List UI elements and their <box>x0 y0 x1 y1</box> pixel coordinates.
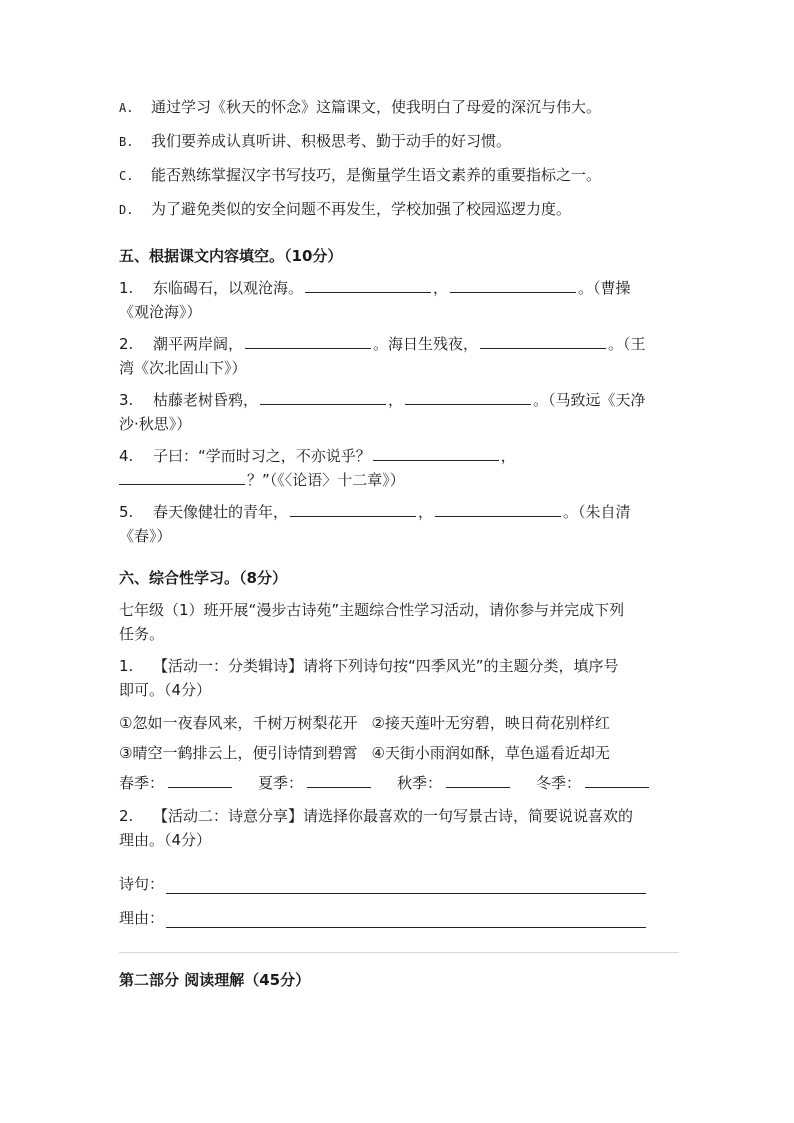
season-summer: 夏季： <box>258 770 375 796</box>
option-a: A. 通过学习《秋天的怀念》这篇课文，使我明白了母爱的深沉与伟大。 <box>119 98 602 116</box>
answer-blank[interactable] <box>585 773 649 788</box>
option-c: C. 能否熟练掌握汉字书写技巧，是衡量学生语文素养的重要指标之一。 <box>119 166 602 184</box>
answer-blank[interactable] <box>307 773 371 788</box>
answer-blank[interactable] <box>405 390 531 405</box>
season-spring: 春季： <box>119 770 236 796</box>
option-b: B. 我们要养成认真听讲、积极思考、勤于动手的好习惯。 <box>119 132 512 150</box>
part2-title: 第二部分 阅读理解（45分） <box>119 971 311 989</box>
season-answers <box>119 770 679 800</box>
answer-blank[interactable] <box>290 502 416 517</box>
poem-answer-line[interactable] <box>166 875 646 894</box>
answer-blank[interactable] <box>446 773 510 788</box>
fill-item-5: 5. 春天像健壮的青年， ， 。（朱自清 《春》） <box>119 503 631 545</box>
poem-row-2: ③晴空一鹤排云上，便引诗情到碧霄 ④天街小雨润如酥，草色遥看近却无 <box>119 744 610 762</box>
choice-options <box>119 90 679 226</box>
answer-blank[interactable] <box>305 278 431 293</box>
poem-answer-row: 诗句： <box>119 860 679 894</box>
task-1: 1. 【活动一：分类辑诗】请将下列诗句按“四季风光”的主题分类，填序号 即可。（4分） <box>119 657 619 699</box>
fill-item-3: 3. 枯藤老树昏鸦， ， 。（马致远《天净 沙·秋思》） <box>119 391 646 433</box>
poem-row-1: ①忽如一夜春风来，千树万树梨花开 ②接天莲叶无穷碧，映日荷花别样红 <box>119 714 610 732</box>
section-divider <box>119 952 679 953</box>
fill-item-4: 4. 子曰：“学而时习之，不亦说乎？ ， ？”（《〈论语〉十二章》） <box>119 447 516 489</box>
section5-title: 五、根据课文内容填空。（10分） <box>119 247 343 265</box>
season-winter: 冬季： <box>536 770 653 796</box>
fill-item-2: 2. 潮平两岸阔， 。海日生残夜， 。（王 湾《次北固山下》） <box>119 335 646 377</box>
answer-blank[interactable] <box>373 446 499 461</box>
answer-blank[interactable] <box>260 390 386 405</box>
reason-answer-row: 理由： <box>119 894 679 928</box>
answer-blank[interactable] <box>168 773 232 788</box>
option-d: D. 为了避免类似的安全问题不再发生，学校加强了校园巡逻力度。 <box>119 200 572 218</box>
fill-item-1: 1. 东临碣石，以观沧海。 ， 。（曹操 《观沧海》） <box>119 279 631 321</box>
answer-blank[interactable] <box>450 278 576 293</box>
season-autumn: 秋季： <box>397 770 514 796</box>
exam-page <box>119 90 679 990</box>
answer-blank[interactable] <box>119 470 245 485</box>
task-2: 2. 【活动二：诗意分享】请选择你最喜欢的一句写景古诗，简要说说喜欢的 理由。（4分） <box>119 807 634 849</box>
answer-blank[interactable] <box>435 502 561 517</box>
answer-blank[interactable] <box>245 334 371 349</box>
reason-answer-line[interactable] <box>166 909 646 928</box>
section6-title: 六、综合性学习。（8分） <box>119 569 287 587</box>
section6-intro: 七年级（1）班开展“漫步古诗苑”主题综合性学习活动，请你参与并完成下列 任务。 <box>119 601 625 643</box>
answer-blank[interactable] <box>480 334 606 349</box>
